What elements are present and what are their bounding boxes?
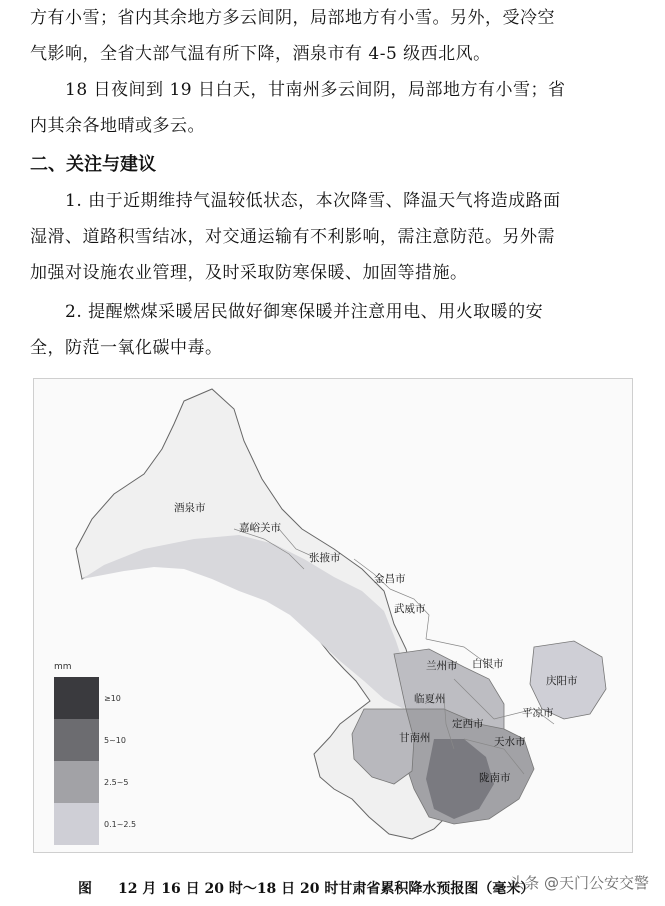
city-label-jiuquan: 酒泉市 bbox=[174, 502, 206, 514]
advice-item-2 bbox=[30, 294, 636, 366]
text-line: 1. 由于近期维持气温较低状态，本次降雪、降温天气将造成路面 bbox=[30, 191, 561, 211]
city-label-gannan: 甘南州 bbox=[399, 732, 431, 744]
text-line: 湿滑、道路积雪结冰，对交通运输有不利影响，需注意防范。另外需 bbox=[30, 227, 555, 247]
text-line: 气影响，全省大部气温有所下降，酒泉市有 4-5 级西北风。 bbox=[30, 44, 491, 64]
city-label-wuwei: 武威市 bbox=[394, 603, 426, 615]
legend-swatch-4 bbox=[54, 803, 99, 845]
figure-caption-text: 12 月 16 日 20 时～18 日 20 时甘肃省累积降水预报图（毫米） bbox=[118, 881, 535, 897]
city-label-qingyang: 庆阳市 bbox=[546, 675, 578, 687]
city-label-lanzhou: 兰州市 bbox=[426, 660, 458, 672]
city-label-linxia: 临夏州 bbox=[414, 693, 446, 705]
precipitation-map bbox=[33, 378, 633, 853]
advice-item-1 bbox=[30, 183, 636, 291]
figure-caption bbox=[78, 878, 560, 898]
legend-swatch-1 bbox=[54, 677, 99, 719]
forecast-paragraph-1 bbox=[30, 0, 636, 72]
section-heading: 二、关注与建议 bbox=[30, 154, 156, 175]
city-label-dingxi: 定西市 bbox=[452, 718, 484, 730]
forecast-paragraph-2 bbox=[30, 72, 636, 144]
text-line: 内其余各地晴或多云。 bbox=[30, 116, 205, 136]
legend-label-1: ≥10 bbox=[104, 694, 121, 703]
city-label-tianshui: 天水市 bbox=[494, 736, 526, 748]
legend-unit: mm bbox=[54, 662, 72, 672]
legend-label-2: 5~10 bbox=[104, 736, 126, 745]
legend-label-3: 2.5~5 bbox=[104, 778, 129, 787]
legend-label-4: 0.1~2.5 bbox=[104, 820, 137, 829]
text-line: 全，防范一氧化碳中毒。 bbox=[30, 338, 223, 358]
legend-swatch-3 bbox=[54, 761, 99, 803]
city-label-pingliang: 平凉市 bbox=[522, 707, 554, 719]
city-label-zhangye: 张掖市 bbox=[309, 552, 341, 564]
city-label-jinchang: 金昌市 bbox=[374, 573, 406, 585]
text-line: 2. 提醒燃煤采暖居民做好御寒保暖并注意用电、用火取暖的安 bbox=[30, 302, 544, 322]
city-label-longnan: 陇南市 bbox=[479, 772, 511, 784]
text-line: 加强对设施农业管理，及时采取防寒保暖、加固等措施。 bbox=[30, 263, 468, 283]
city-label-jiayuguan: 嘉峪关市 bbox=[239, 522, 281, 534]
watermark-text: 头条 @天门公安交警 bbox=[509, 874, 649, 892]
legend-swatch-2 bbox=[54, 719, 99, 761]
city-label-baiyin: 白银市 bbox=[472, 658, 504, 670]
text-line: 方有小雪；省内其余地方多云间阴，局部地方有小雪。另外，受冷空 bbox=[30, 8, 555, 28]
figure-caption-label: 图 bbox=[78, 881, 92, 897]
text-line: 18 日夜间到 19 日白天，甘南州多云间阴，局部地方有小雪；省 bbox=[30, 80, 566, 100]
gansu-map-svg bbox=[34, 379, 632, 852]
map-legend bbox=[54, 662, 136, 845]
